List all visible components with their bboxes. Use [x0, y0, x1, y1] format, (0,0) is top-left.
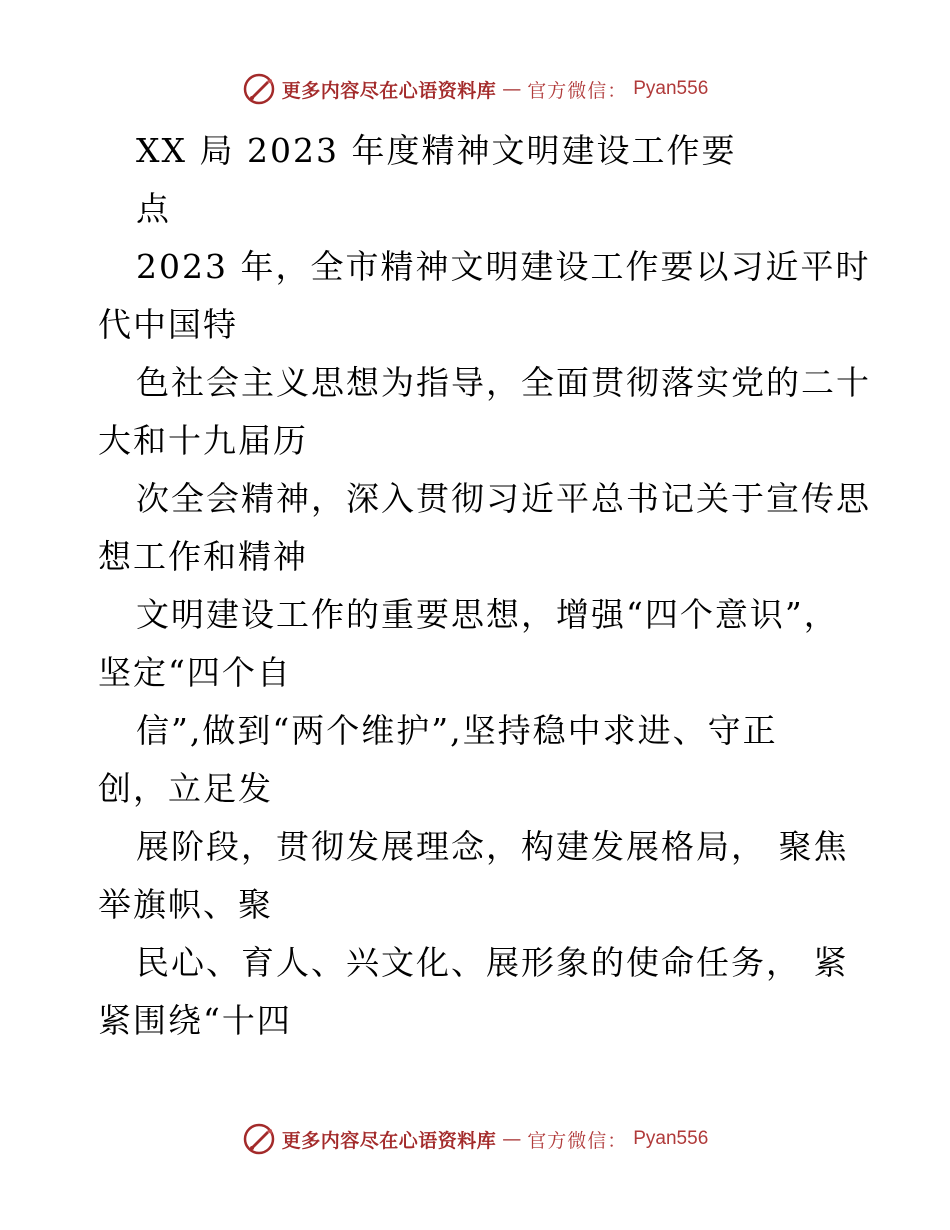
document-title-line: XX 局 2023 年度精神文明建设工作要	[136, 131, 737, 170]
watermark-sub-text: 官方微信：	[527, 79, 628, 102]
watermark-dash: —	[502, 78, 522, 100]
watermark-main-text: 更多内容尽在心语资料库	[281, 79, 497, 102]
document-body	[98, 122, 871, 1050]
header-watermark	[0, 72, 950, 106]
paragraph-line: 信”,做到“两个维护”,坚持稳中求进、守正	[136, 711, 778, 750]
paragraph-line: 坚定“四个自	[98, 653, 292, 692]
paragraph-line: 紧围绕“十四	[98, 1001, 292, 1040]
paragraph-line: 民心、育人、兴文化、展形象的使命任务， 紧	[136, 943, 849, 982]
quill-logo-icon	[242, 1122, 276, 1156]
paragraph-line: 想工作和精神	[98, 537, 308, 576]
paragraph-line: 文明建设工作的重要思想，增强“四个意识”，	[136, 595, 839, 634]
paragraph-line: 创，立足发	[98, 769, 273, 808]
quill-logo-icon	[242, 72, 276, 106]
document-title-line: 点	[136, 189, 171, 228]
watermark-sub-text: 官方微信：	[527, 1129, 628, 1152]
watermark-dash: —	[502, 1128, 522, 1150]
watermark-wechat-id: Pyan556	[633, 1128, 709, 1149]
paragraph-line: 展阶段，贯彻发展理念，构建发展格局， 聚焦	[136, 827, 849, 866]
paragraph-line: 代中国特	[98, 305, 238, 344]
paragraph-line: 色社会主义思想为指导，全面贯彻落实党的二十	[136, 363, 871, 402]
watermark-wechat-id: Pyan556	[633, 78, 709, 99]
paragraph-line: 次全会精神，深入贯彻习近平总书记关于宣传思	[136, 479, 871, 518]
watermark-main-text: 更多内容尽在心语资料库	[281, 1129, 497, 1152]
paragraph-line: 大和十九届历	[98, 421, 308, 460]
footer-watermark	[0, 1122, 950, 1156]
paragraph-line: 2023 年，全市精神文明建设工作要以习近平时	[136, 247, 871, 286]
paragraph-line: 举旗帜、聚	[98, 885, 273, 924]
